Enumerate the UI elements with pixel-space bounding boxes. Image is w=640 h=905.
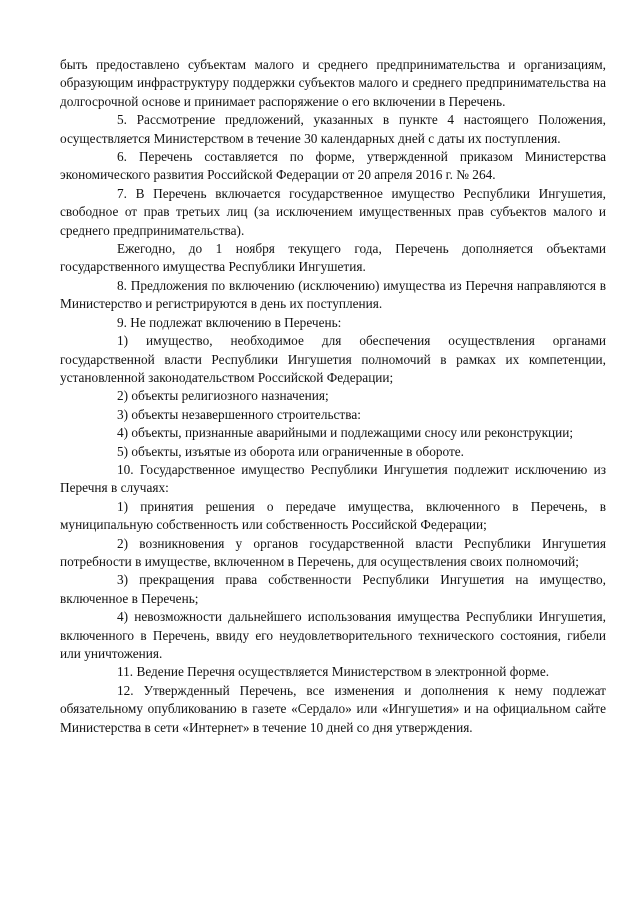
paragraph-item-5: 5. Рассмотрение предложений, указанных в пункте 4 настоящего Положения, осуществляется Министерством в течение 30 календарных дней с даты их поступления. — [60, 112, 606, 146]
paragraph-item-10-4: 4) невозможности дальнейшего использования имущества Республики Ингушетия, включенного в Перечень, ввиду его неудовлетворительного технического состояния, гибели или уничтожения. — [60, 609, 606, 661]
paragraph-item-9-2: 2) объекты религиозного назначения; — [117, 388, 329, 404]
paragraph-item-8: 8. Предложения по включению (исключению) имущества из Перечня направляются в Министерство и регистрируются в день их поступления. — [60, 277, 606, 312]
paragraph-item-6: 6. Перечень составляется по форме, утвержденной приказом Министерства экономического развития Российской Федерации от 20 апреля 2016 г. № 264. — [60, 149, 606, 183]
paragraph-item-9-1: 1) имущество, необходимое для обеспечения осуществления органами государственной власти Республики Ингушетия полномочий в рамках их компетенции, установленной законодательством Российской Федерации; — [60, 333, 606, 385]
paragraph-item-9-5: 5) объекты, изъятые из оборота или ограниченные в обороте. — [117, 443, 464, 459]
paragraph-item-10-1: 1) принятия решения о передаче имущества, включенного в Перечень, в муниципальную собственность или собственность Российской Федерации; — [60, 498, 606, 533]
paragraph-item-11: 11. Ведение Перечня осуществляется Министерством в электронной форме. — [117, 664, 550, 680]
paragraph-item-12: 12. Утвержденный Перечень, все изменения и дополнения к нему подлежат обязательному опубликованию в газете «Сердало» или «Ингушетия» и на официальном сайте Министерства в сети «Интернет» в течение 10 дней со дня утверждения. — [60, 682, 606, 735]
paragraph-item-7: 7. В Перечень включается государственное имущество Республики Ингушетия, свободное от прав третьих лиц (за исключением имущественных прав субъектов малого и среднего предпринимательства). — [60, 185, 606, 238]
paragraph-item-9-4: 4) объекты, признанные аварийными и подлежащими сносу или реконструкции; — [117, 425, 574, 441]
paragraph-continuation: быть предоставлено субъектам малого и среднего предпринимательства и организациям, образующим инфраструктуру поддержки субъектов малого и среднего предпринимательства на долгосрочной основе и принимает распоряжение о его включении в Перечень. — [60, 57, 606, 109]
paragraph-item-10-2: 2) возникновения у органов государственной власти Республики Ингушетия потребности в имуществе, включенном в Перечень, для осуществления своих полномочий; — [60, 535, 606, 569]
paragraph-item-10-3: 3) прекращения права собственности Республики Ингушетия на имущество, включенное в Перечень; — [60, 572, 606, 606]
document-page — [60, 56, 606, 737]
paragraph-annual-update: Ежегодно, до 1 ноября текущего года, Перечень дополняется объектами государственного имущества Республики Ингушетия. — [60, 241, 606, 275]
paragraph-item-10: 10. Государственное имущество Республики Ингушетия подлежит исключению из Перечня в случаях: — [60, 461, 606, 496]
paragraph-item-9-3: 3) объекты незавершенного строительства: — [117, 406, 361, 422]
paragraph-item-9: 9. Не подлежат включению в Перечень: — [117, 314, 342, 330]
